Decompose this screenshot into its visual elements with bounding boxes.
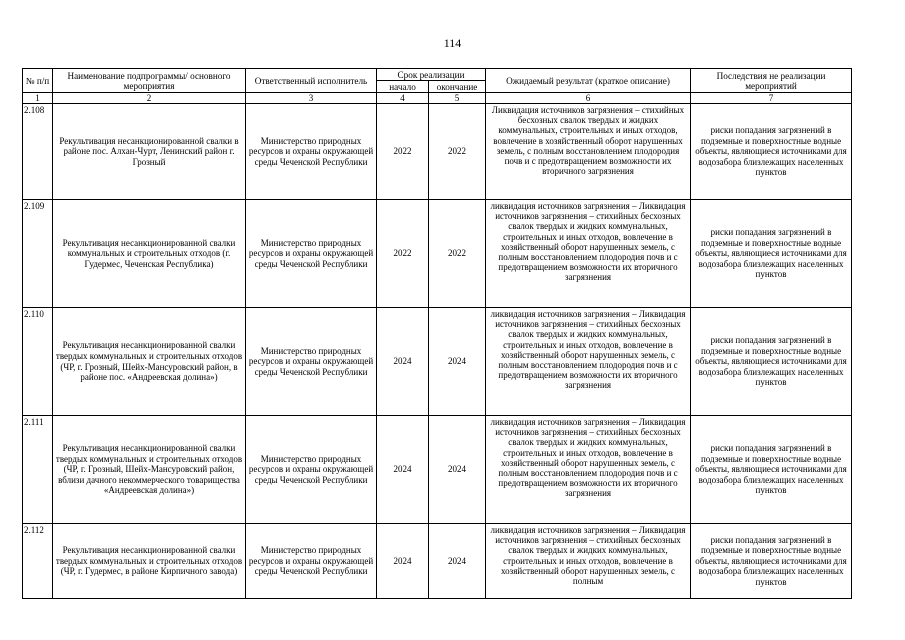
executor: Министерство природных ресурсов и охраны окружающей среды Чеченской Республики — [246, 200, 377, 308]
header-result: Ожидаемый результат (краткое описание) — [486, 69, 691, 93]
page-number: 114 — [443, 36, 462, 50]
header-period: Срок реализации — [377, 69, 486, 81]
consequences: риски попадания загрязнений в подземные и поверхностные водные объекты, являющиеся источниками для водозабора близлежащих населенных пунктов — [691, 524, 852, 599]
table-row — [23, 524, 852, 599]
header-consequences: Последствия не реализации мероприятий — [691, 69, 852, 93]
start-year: 2022 — [377, 104, 429, 200]
executor: Министерство природных ресурсов и охраны окружающей среды Чеченской Республики — [246, 416, 377, 524]
header-name: Наименование подпрограммы/ основного мероприятия — [53, 69, 246, 93]
start-year: 2024 — [377, 524, 429, 599]
end-year: 2024 — [429, 416, 486, 524]
row-number: 2.108 — [23, 104, 53, 200]
header-end: окончание — [429, 81, 486, 93]
executor: Министерство природных ресурсов и охраны окружающей среды Чеченской Республики — [246, 308, 377, 416]
expected-result: ликвидация источников загрязнения – Ликвидация источников загрязнения – стихийных бесхозных свалок твердых и жидких коммунальных, строительных и иных отходов, вовлечение в хозяйственный оборот нарушенных земель, с полным восстановлением плодородия почв и с предотвращением возможности их вторичного загрязнения — [486, 416, 691, 524]
end-year: 2022 — [429, 200, 486, 308]
row-number: 2.109 — [23, 200, 53, 308]
expected-result: ликвидация источников загрязнения – Ликвидация источников загрязнения – стихийных бесхозных свалок твердых и жидких коммунальных, строительных и иных отходов, вовлечение в хозяйственный оборот нарушенных земель, с полным — [486, 524, 691, 599]
column-number: 6 — [486, 93, 691, 104]
header-executor: Ответственный исполнитель — [246, 69, 377, 93]
table-row — [23, 308, 852, 416]
expected-result: ликвидация источников загрязнения – Ликвидация источников загрязнения – стихийных бесхозных свалок твердых и жидких коммунальных, строительных и иных отходов, вовлечение в хозяйственный оборот нарушенных земель, с полным восстановлением плодородия почв и с предотвращением возможности их вторичного загрязнения — [486, 200, 691, 308]
consequences: риски попадания загрязнений в подземные и поверхностные водные объекты, являющиеся источниками для водозабора близлежащих населенных пунктов — [691, 416, 852, 524]
row-number: 2.110 — [23, 308, 53, 416]
column-number: 5 — [429, 93, 486, 104]
consequences: риски попадания загрязнений в подземные и поверхностные водные объекты, являющиеся источниками для водозабора близлежащих населенных пунктов — [691, 200, 852, 308]
executor: Министерство природных ресурсов и охраны окружающей среды Чеченской Республики — [246, 524, 377, 599]
row-number: 2.112 — [23, 524, 53, 599]
column-number: 3 — [246, 93, 377, 104]
consequences: риски попадания загрязнений в подземные и поверхностные водные объекты, являющиеся источниками для водозабора близлежащих населенных пунктов — [691, 308, 852, 416]
activity-name: Рекультивация несанкционированной свалки твердых коммунальных и строительных отходов (ЧР, г. Гудермес, в районе Кирпичного завода) — [53, 524, 246, 599]
expected-result: ликвидация источников загрязнения – Ликвидация источников загрязнения – стихийных бесхозных свалок твердых и жидких коммунальных, строительных и иных отходов, вовлечение в хозяйственный оборот нарушенных земель, с полным восстановлением плодородия почв и с предотвращением возможности их вторичного загрязнения — [486, 308, 691, 416]
start-year: 2022 — [377, 200, 429, 308]
column-number: 4 — [377, 93, 429, 104]
consequences: риски попадания загрязнений в подземные и поверхностные водные объекты, являющиеся источниками для водозабора близлежащих населенных пунктов — [691, 104, 852, 200]
column-number: 1 — [23, 93, 53, 104]
activity-name: Рекультивация несанкционированной свалки твердых коммунальных и строительных отходов (ЧР, г. Грозный, Шейх-Мансуровский район, в районе пос. «Андреевская долина») — [53, 308, 246, 416]
table-row — [23, 200, 852, 308]
activity-name: Рекультивация несанкционированной свалки коммунальных и строительных отходов (г. Гудермес, Чеченская Республика) — [53, 200, 246, 308]
header-num: № п/п — [23, 69, 53, 93]
end-year: 2024 — [429, 524, 486, 599]
start-year: 2024 — [377, 308, 429, 416]
executor: Министерство природных ресурсов и охраны окружающей среды Чеченской Республики — [246, 104, 377, 200]
column-number: 7 — [691, 93, 852, 104]
row-number: 2.111 — [23, 416, 53, 524]
expected-result: Ликвидация источников загрязнения – стихийных бесхозных свалок твердых и жидких коммунальных, строительных и иных отходов, вовлечение в хозяйственный оборот нарушенных земель, с полным восстановлением плодородия почв и с предотвращением возможности их вторичного загрязнения — [486, 104, 691, 200]
column-number: 2 — [53, 93, 246, 104]
end-year: 2024 — [429, 308, 486, 416]
table-row — [23, 104, 852, 200]
program-activities-table — [22, 68, 852, 599]
activity-name: Рекультивация несанкционированной свалки в районе пос. Алхан-Чурт, Ленинский район г. Грозный — [53, 104, 246, 200]
activity-name: Рекультивация несанкционированной свалки твердых коммунальных и строительных отходов (ЧР, г. Грозный, Шейх-Мансуровский район, вблизи дачного некоммерческого товарищества «Андреевская долина») — [53, 416, 246, 524]
table-row — [23, 416, 852, 524]
header-start: начало — [377, 81, 429, 93]
start-year: 2024 — [377, 416, 429, 524]
end-year: 2022 — [429, 104, 486, 200]
